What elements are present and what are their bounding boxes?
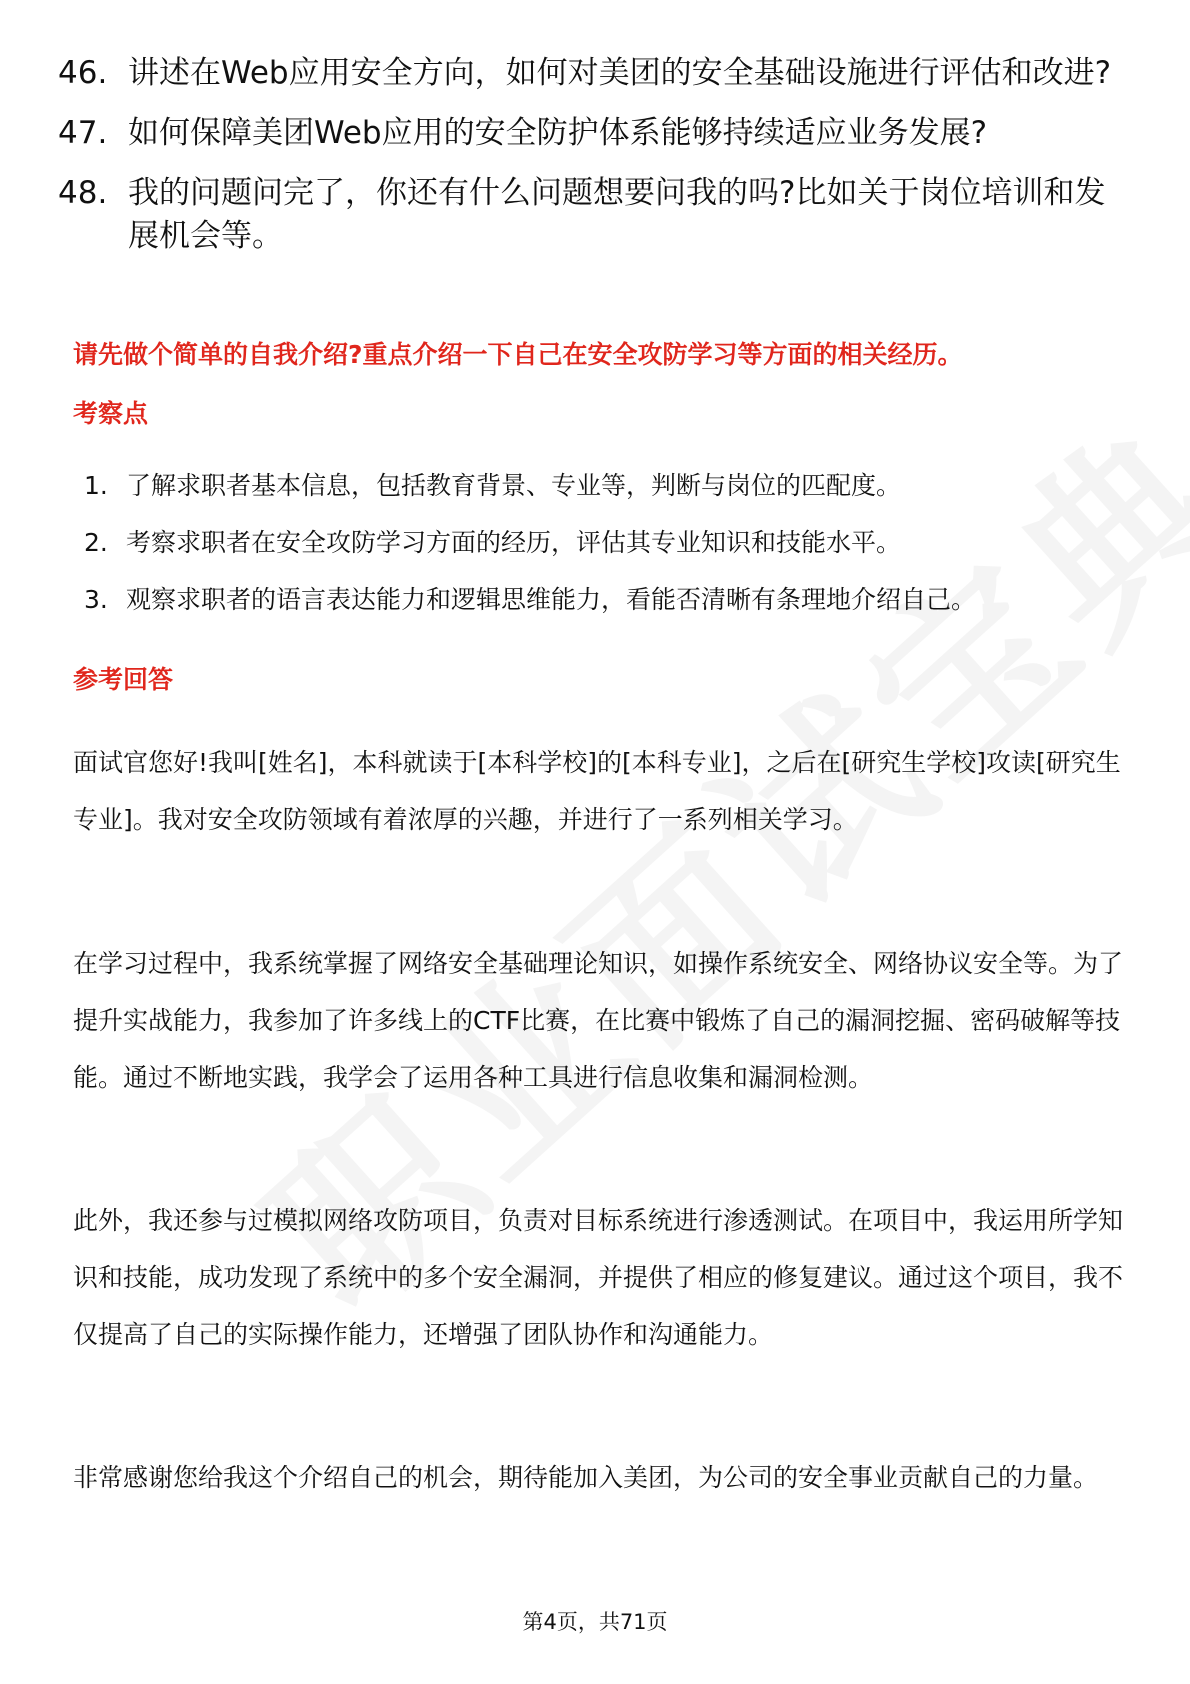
list-text: 讲述在Web应用安全方向，如何对美团的安全基础设施进行评估和改进? xyxy=(128,55,1112,91)
list-text: 我的问题问完了，你还有什么问题想要问我的吗?比如关于岗位培训和发展机会等。 xyxy=(128,175,1106,254)
answer-paragraph: 此外，我还参与过模拟网络攻防项目，负责对目标系统进行渗透测试。在项目中，我运用所学知识和技能，成功发现了系统中的多个安全漏洞，并提供了相应的修复建议。通过这个项目，我不仅提高了自己的实际操作能力，还增强了团队协作和沟通能力。 xyxy=(73,1206,1124,1349)
list-item xyxy=(84,523,1124,563)
answer-paragraph: 面试官您好!我叫[姓名]，本科就读于[本科学校]的[本科专业]，之后在[研究生学校]攻读[研究生专业]。我对安全攻防领域有着浓厚的兴趣，并进行了一系列相关学习。 xyxy=(73,748,1121,834)
question-title: 请先做个简单的自我介绍?重点介绍一下自己在安全攻防学习等方面的相关经历。 xyxy=(73,340,963,369)
list-text: 了解求职者基本信息，包括教育背景、专业等，判断与岗位的匹配度。 xyxy=(126,471,902,500)
question-list xyxy=(58,52,1118,275)
list-text: 观察求职者的语言表达能力和逻辑思维能力，看能否清晰有条理地介绍自己。 xyxy=(126,585,977,614)
list-item xyxy=(58,52,1118,95)
points-heading: 考察点 xyxy=(73,399,149,428)
answer-heading: 参考回答 xyxy=(73,665,174,694)
answer-paragraph: 非常感谢您给我这个介绍自己的机会，期待能加入美团，为公司的安全事业贡献自己的力量。 xyxy=(73,1463,1099,1492)
list-text: 如何保障美团Web应用的安全防护体系能够持续适应业务发展? xyxy=(128,115,988,151)
answer-paragraph: 在学习过程中，我系统掌握了网络安全基础理论知识，如操作系统安全、网络协议安全等。为了提升实战能力，我参加了许多线上的CTF比赛，在比赛中锻炼了自己的漏洞挖掘、密码破解等技能。通过不断地实践，我学会了运用各种工具进行信息收集和漏洞检测。 xyxy=(73,949,1124,1092)
points-list xyxy=(84,466,1124,637)
list-number: 47. xyxy=(58,115,108,151)
list-item xyxy=(84,580,1124,620)
list-number: 2. xyxy=(84,528,108,557)
list-number: 46. xyxy=(58,55,108,91)
list-number: 1. xyxy=(84,471,108,500)
list-item xyxy=(84,466,1124,506)
page-footer: 第4页，共71页 xyxy=(522,1610,668,1634)
list-text: 考察求职者在安全攻防学习方面的经历，评估其专业知识和技能水平。 xyxy=(126,528,902,557)
list-number: 48. xyxy=(58,175,108,211)
list-item xyxy=(58,172,1118,258)
list-number: 3. xyxy=(84,585,108,614)
list-item xyxy=(58,112,1118,155)
